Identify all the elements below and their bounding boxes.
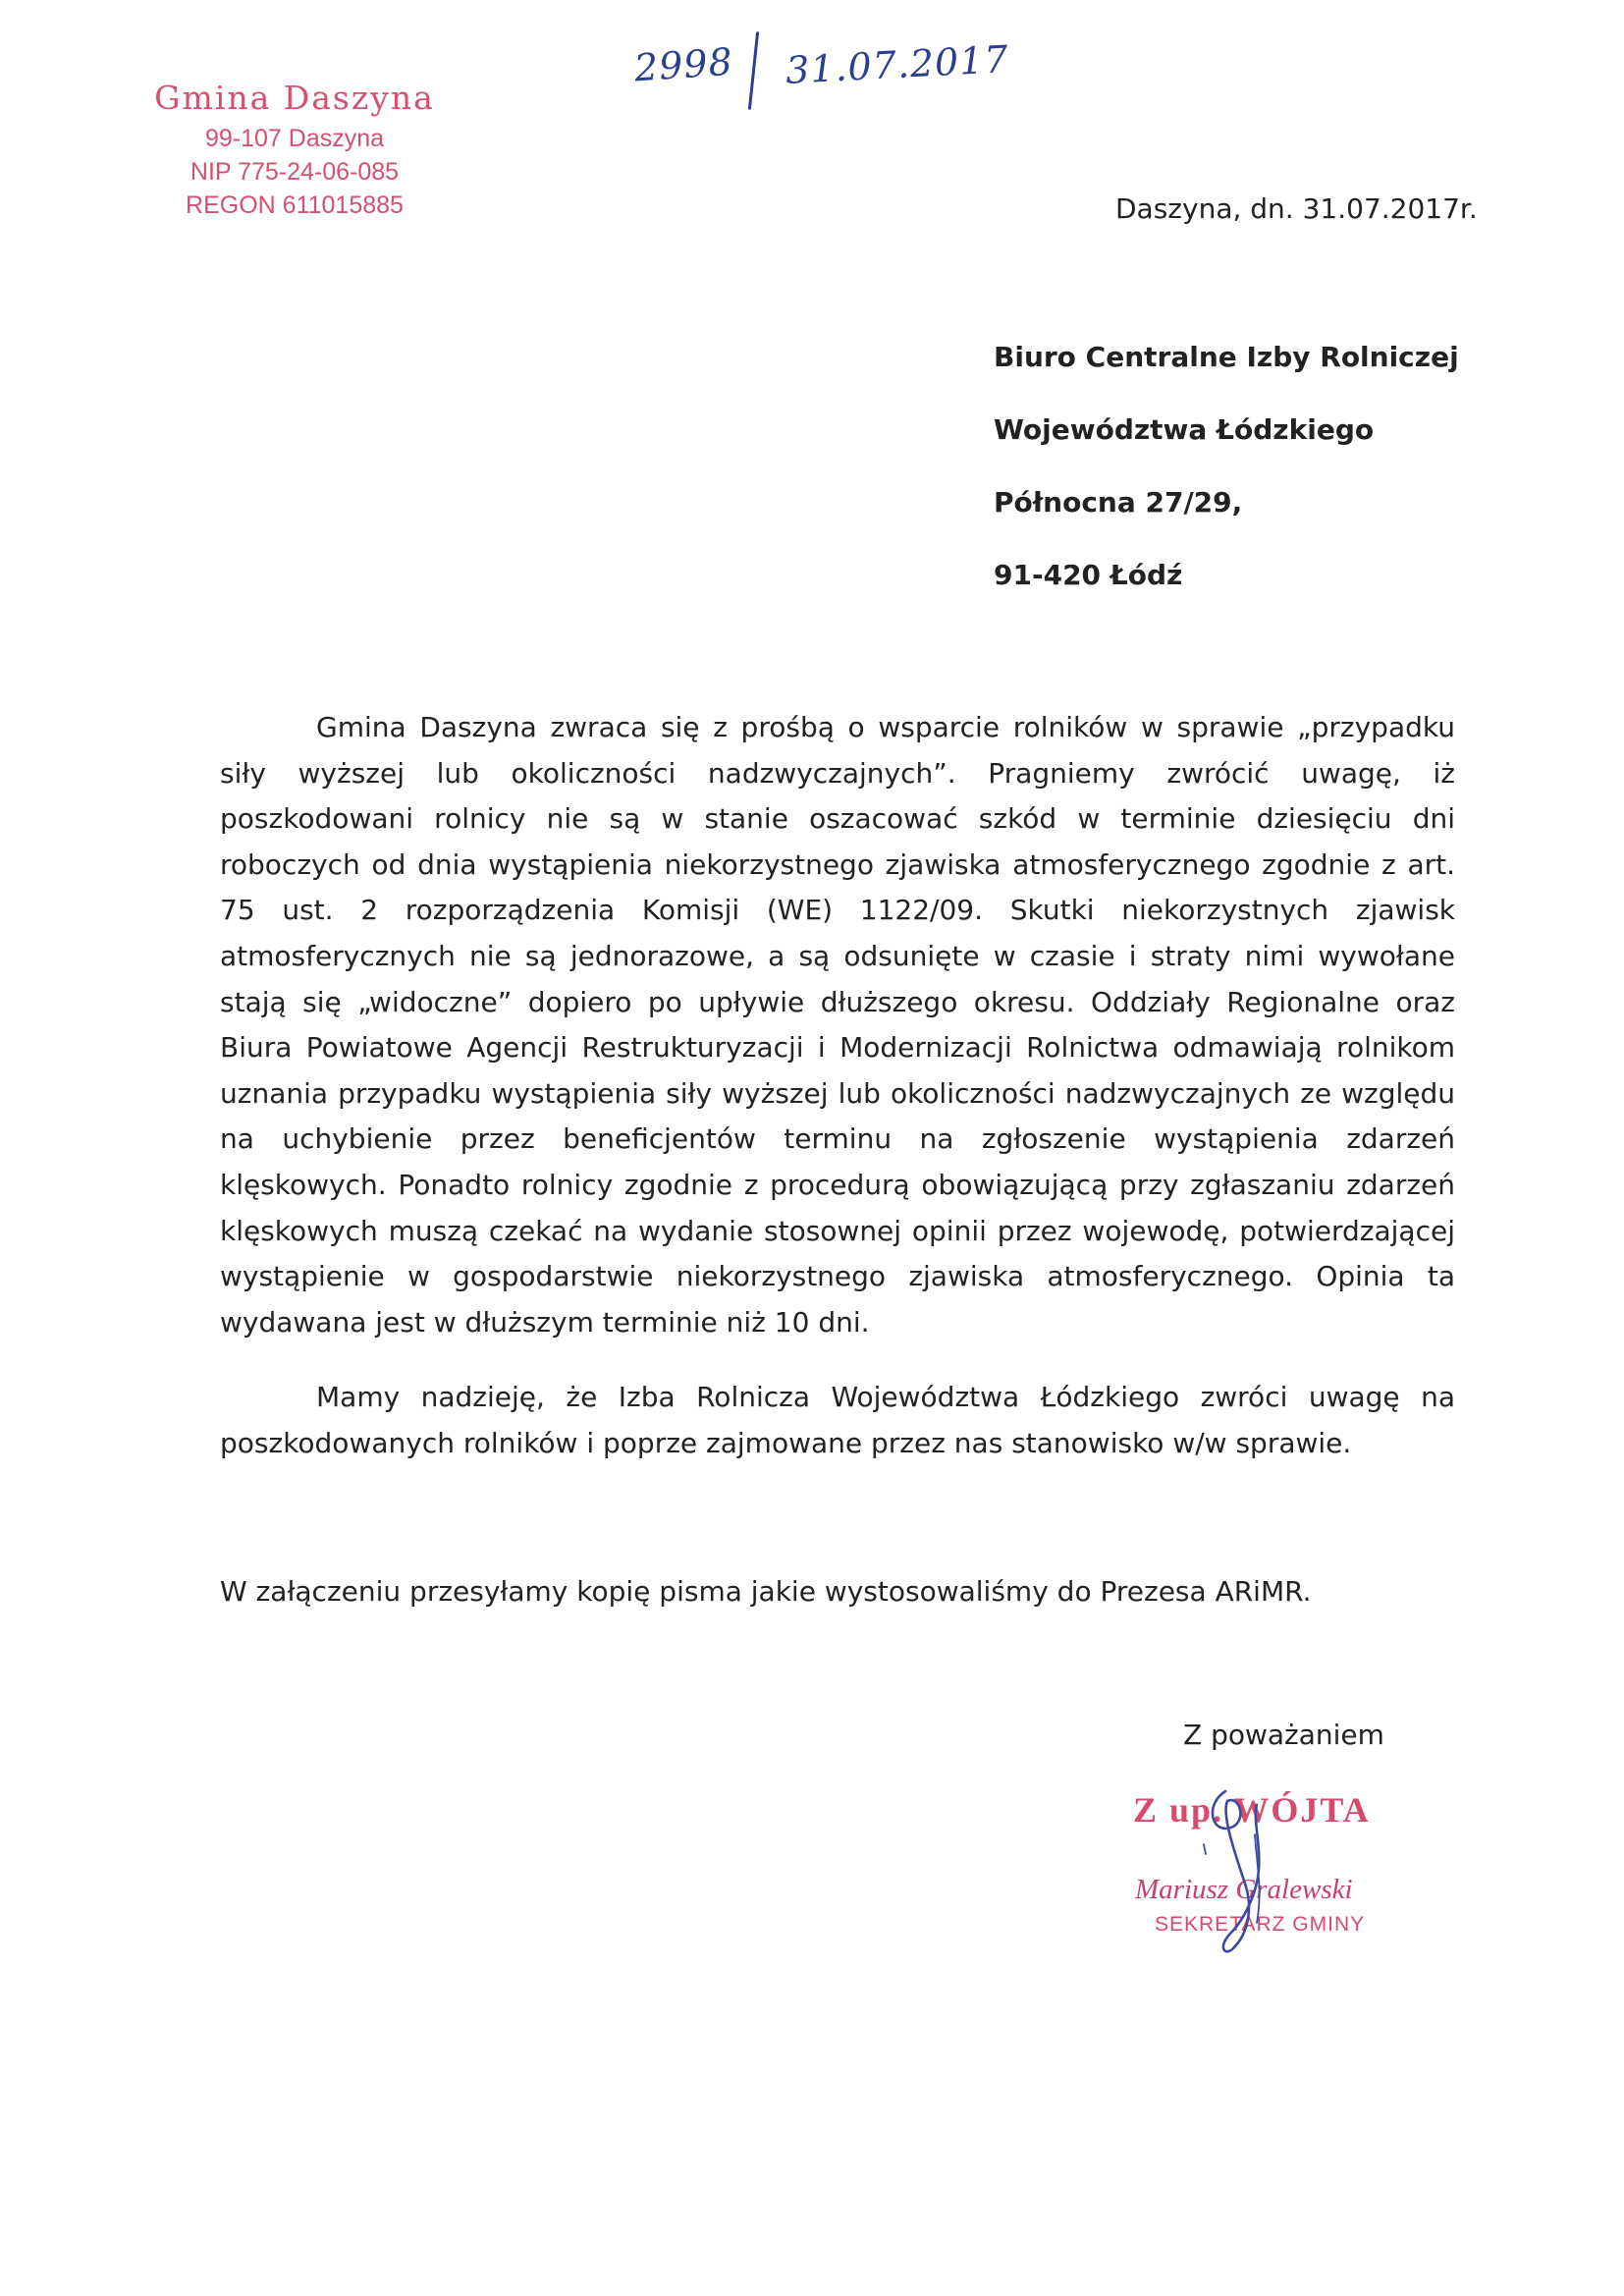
recipient-line-4: 91-420 Łódź — [994, 559, 1183, 591]
signature-stamp-title: Z up. WÓJTA — [1133, 1790, 1371, 1830]
body-paragraph-1: Gmina Daszyna zwraca się z prośbą o wsparcie rolników w sprawie „przypadku siły wyższej lub okoliczności nadzwyczajnych”. Pragniemy zwrócić uwagę, iż poszkodowani rolnicy nie są w stanie oszacować szkód w terminie dziesięciu dni roboczych od dnia wystąpienia niekorzystnego zjawiska atmosferycznego zgodnie z art. 75 ust. 2 rozporządzenia Komisji (WE) 1122/09. Skutki niekorzystnych zjawisk atmosferycznych nie są jednorazowe, a są odsunięte w czasie i straty nimi wywołane stają się „widoczne” dopiero po upływie dłuższego okresu. Oddziały Regionalne oraz Biura Powiatowe Agencji Restrukturyzacji i Modernizacji Rolnictwa odmawiają rolnikom uznania przypadku wystąpienia siły wyższej lub okoliczności nadzwyczajnych ze względu na uchybienie przez beneficjentów terminu na zgłoszenie wystąpienia zdarzeń klęskowych. Ponadto rolnicy zgodnie z procedurą obowiązującą przy zgłaszaniu zdarzeń klęskowych muszą czekać na wydanie stosownej opinii przez wojewodę, potwierdzającej wystąpienie w gospodarstwie niekorzystnego zjawiska atmosferycznego. Opinia ta wydawana jest w dłuższym terminie niż 10 dni. — [220, 711, 1455, 1339]
stamp-municipality-name: Gmina Daszyna — [154, 79, 435, 117]
registry-handwritten-note — [617, 24, 1009, 122]
signature-stamp-role: SEKRETARZ GMINY — [1155, 1913, 1366, 1936]
signature-stamp-name: Mariusz Gralewski — [1135, 1874, 1353, 1905]
recipient-line-3: Północna 27/29, — [994, 486, 1243, 519]
body-paragraph-3: W załączeniu przesyłamy kopię pisma jakie wystosowaliśmy do Prezesa ARiMR. — [220, 1575, 1312, 1608]
body-paragraph-2: Mamy nadzieję, że Izba Rolnicza Województwa Łódzkiego zwróci uwagę na poszkodowanych rolników i poprze zajmowane przez nas stanowisko w/w sprawie. — [220, 1381, 1455, 1459]
registry-separator-stroke — [748, 31, 759, 110]
registry-date: 31.07.2017 — [785, 37, 1010, 92]
recipient-line-1: Biuro Centralne Izby Rolniczej — [994, 341, 1459, 373]
stamp-nip: NIP 775-24-06-085 — [189, 158, 400, 186]
signature-stamp — [1110, 1776, 1434, 1962]
handwritten-signature — [1110, 1776, 1434, 1962]
recipient-line-2: Województwa Łódzkiego — [994, 413, 1375, 446]
stamp-regon: REGON 611015885 — [186, 191, 404, 219]
recipient-address — [994, 338, 1459, 629]
stamp-postal-address: 99-107 Daszyna — [204, 125, 385, 152]
letter-date: Daszyna, dn. 31.07.2017r. — [1115, 192, 1478, 225]
municipality-stamp — [147, 75, 442, 222]
registry-number: 2998 — [632, 39, 735, 90]
closing-salutation: Z poważaniem — [1183, 1719, 1384, 1751]
